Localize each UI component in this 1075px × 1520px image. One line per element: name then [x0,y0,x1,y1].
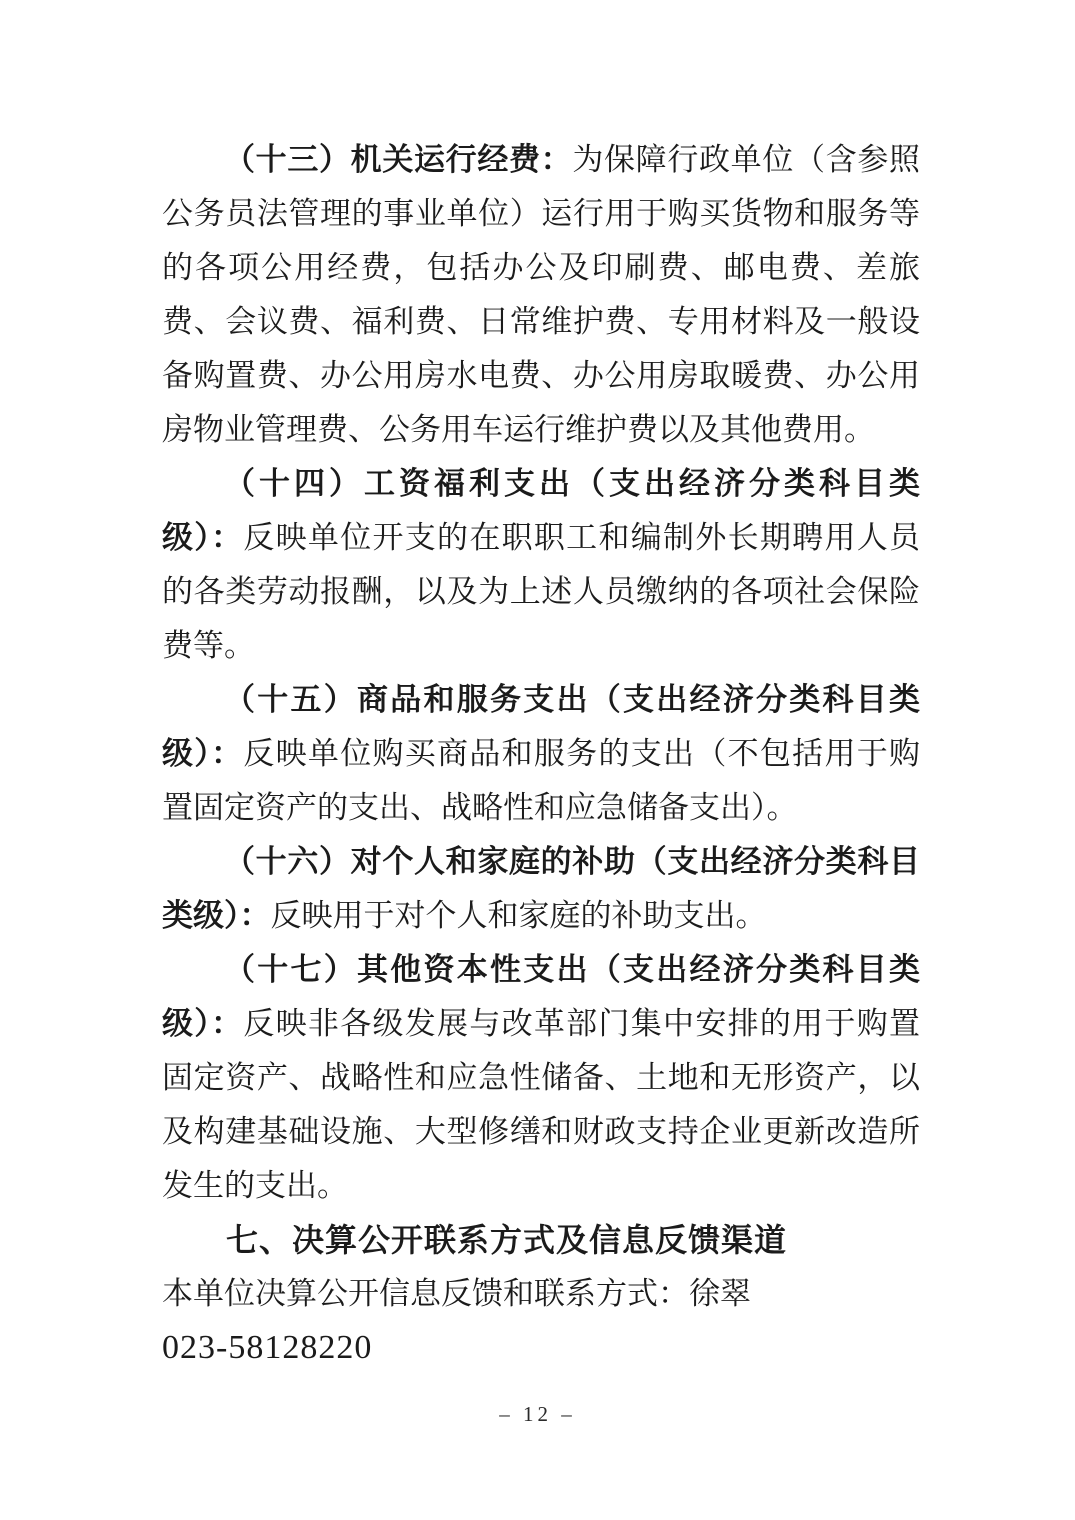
paragraph-14-lead: （十四）工资福利支出（支出经济分类科目类级）： [162,466,920,555]
paragraph-15-text: 反映单位购买商品和服务的支出（不包括用于购置固定资产的支出、战略性和应急储备支出）。 [162,736,921,825]
paragraph-16-individual-family-subsidy [162,835,920,943]
paragraph-17-other-capital-expenditure [162,943,920,1213]
paragraph-13-operating-funds [162,133,920,457]
section-heading-contact-channels: 七、决算公开联系方式及信息反馈渠道 [226,1222,788,1258]
paragraph-13-lead: （十三）机关运行经费： [224,142,573,177]
page-number: – 12 – [499,1402,576,1426]
paragraph-17-text: 反映非各级发展与改革部门集中安排的用于购置固定资产、战略性和应急性储备、土地和无形资产，以及构建基础设施、大型修缮和财政支持企业更新改造所发生的支出。 [162,1006,921,1203]
paragraph-16-lead: （十六）对个人和家庭的补助（支出经济分类科目类级）： [162,844,920,933]
paragraph-15-lead: （十五）商品和服务支出（支出经济分类科目类级）： [162,682,920,771]
paragraph-15-goods-services [162,673,920,835]
paragraph-14-text: 反映单位开支的在职职工和编制外长期聘用人员的各类劳动报酬，以及为上述人员缴纳的各项社会保险费等。 [162,520,921,663]
paragraph-16-text: 反映用于对个人和家庭的补助支出。 [270,898,767,933]
contact-line [162,1267,920,1375]
paragraph-14-wages-welfare [162,457,920,673]
contact-person-name: 徐翠 [689,1276,751,1311]
contact-label: 本单位决算公开信息反馈和联系方式： [162,1276,689,1311]
paragraph-13-text: 为保障行政单位（含参照公务员法管理的事业单位）运行用于购买货物和服务等的各项公用经费，包括办公及印刷费、邮电费、差旅费、会议费、福利费、日常维护费、专用材料及一般设备购置费、办公用房水电费、办公用房取暖费、办公用房物业管理费、公务用车运行维护费以及其他费用。 [162,142,921,447]
contact-phone-number: 023-58128220 [162,1329,373,1366]
paragraph-17-lead: （十七）其他资本性支出（支出经济分类科目类级）： [162,952,920,1041]
document-body [162,133,920,1375]
